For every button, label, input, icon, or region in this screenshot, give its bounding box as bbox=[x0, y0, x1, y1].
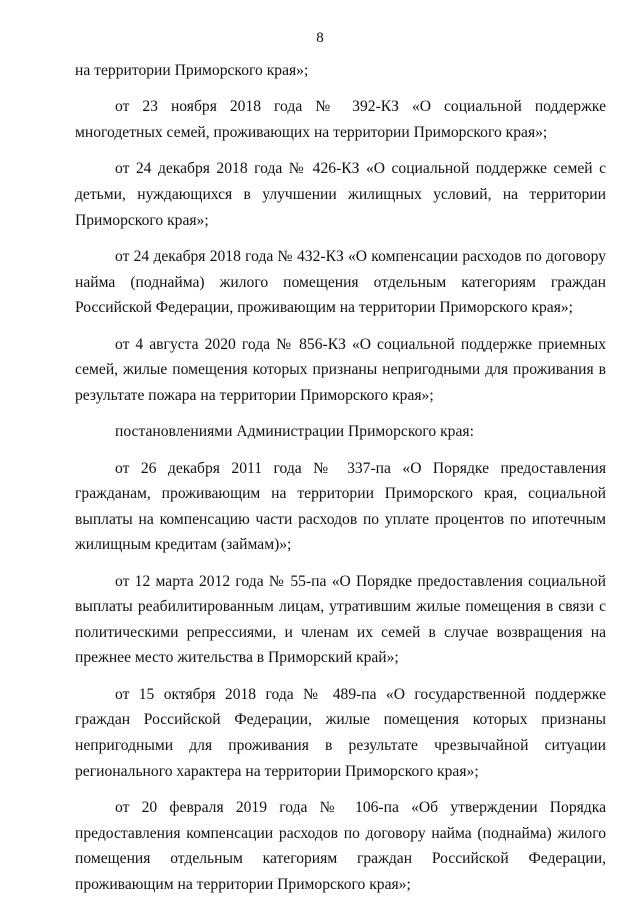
paragraph: от 26 декабря 2011 года № 337-па «О Порядке предоставления гражданам, проживающим на территории Приморского края, социальной выплаты на компенсацию части расходов по уплате процентов по ипотечным жилищным кредитам (займам)»; bbox=[75, 459, 606, 554]
paragraph: от 12 марта 2012 года № 55-па «О Порядке предоставления социальной выплаты реабилитированным лицам, утратившим жилые помещения в связи с политическими репрессиями, и членам их семей в случае возвращения на прежнее место жительства в Приморский край»; bbox=[75, 572, 606, 667]
paragraph: от 24 декабря 2018 года № 426-КЗ «О социальной поддержке семей с детьми, нуждающихся в улучшении жилищных условий, на территории Приморского края»; bbox=[75, 160, 606, 229]
page-number: 8 bbox=[316, 30, 324, 46]
paragraph: от 24 декабря 2018 года № 432-КЗ «О компенсации расходов по договору найма (поднайма) жилого помещения отдельным категориям граждан Российской Федерации, проживающим на территории Приморского края»; bbox=[75, 247, 606, 317]
paragraph: от 15 октября 2018 года № 489-па «О государственной поддержке граждан Российской Федерации, жилые помещения которых признаны непригодными для проживания в результате чрезвычайной ситуации регионального характера на территории Приморского края»; bbox=[75, 685, 606, 780]
paragraph: от 23 ноября 2018 года № 392-КЗ «О социальной поддержке многодетных семей, проживающих на территории Приморского края»; bbox=[75, 98, 606, 141]
document-body bbox=[75, 58, 606, 908]
paragraph: постановлениями Администрации Приморского края: bbox=[115, 423, 474, 441]
paragraph: от 20 февраля 2019 года № 106-па «Об утверждении Порядка предоставления компенсации расходов по договору найма (поднайма) жилого помещения отдельным категориям граждан Российской Федерации, проживающим на территории Приморского края»; bbox=[75, 799, 606, 893]
paragraph: на территории Приморского края»; bbox=[75, 62, 309, 79]
paragraph: от 4 августа 2020 года № 856-КЗ «О социальной поддержке приемных семей, жилые помещения которых признаны непригодными для проживания в результате пожара на территории Приморского края»; bbox=[75, 335, 606, 404]
